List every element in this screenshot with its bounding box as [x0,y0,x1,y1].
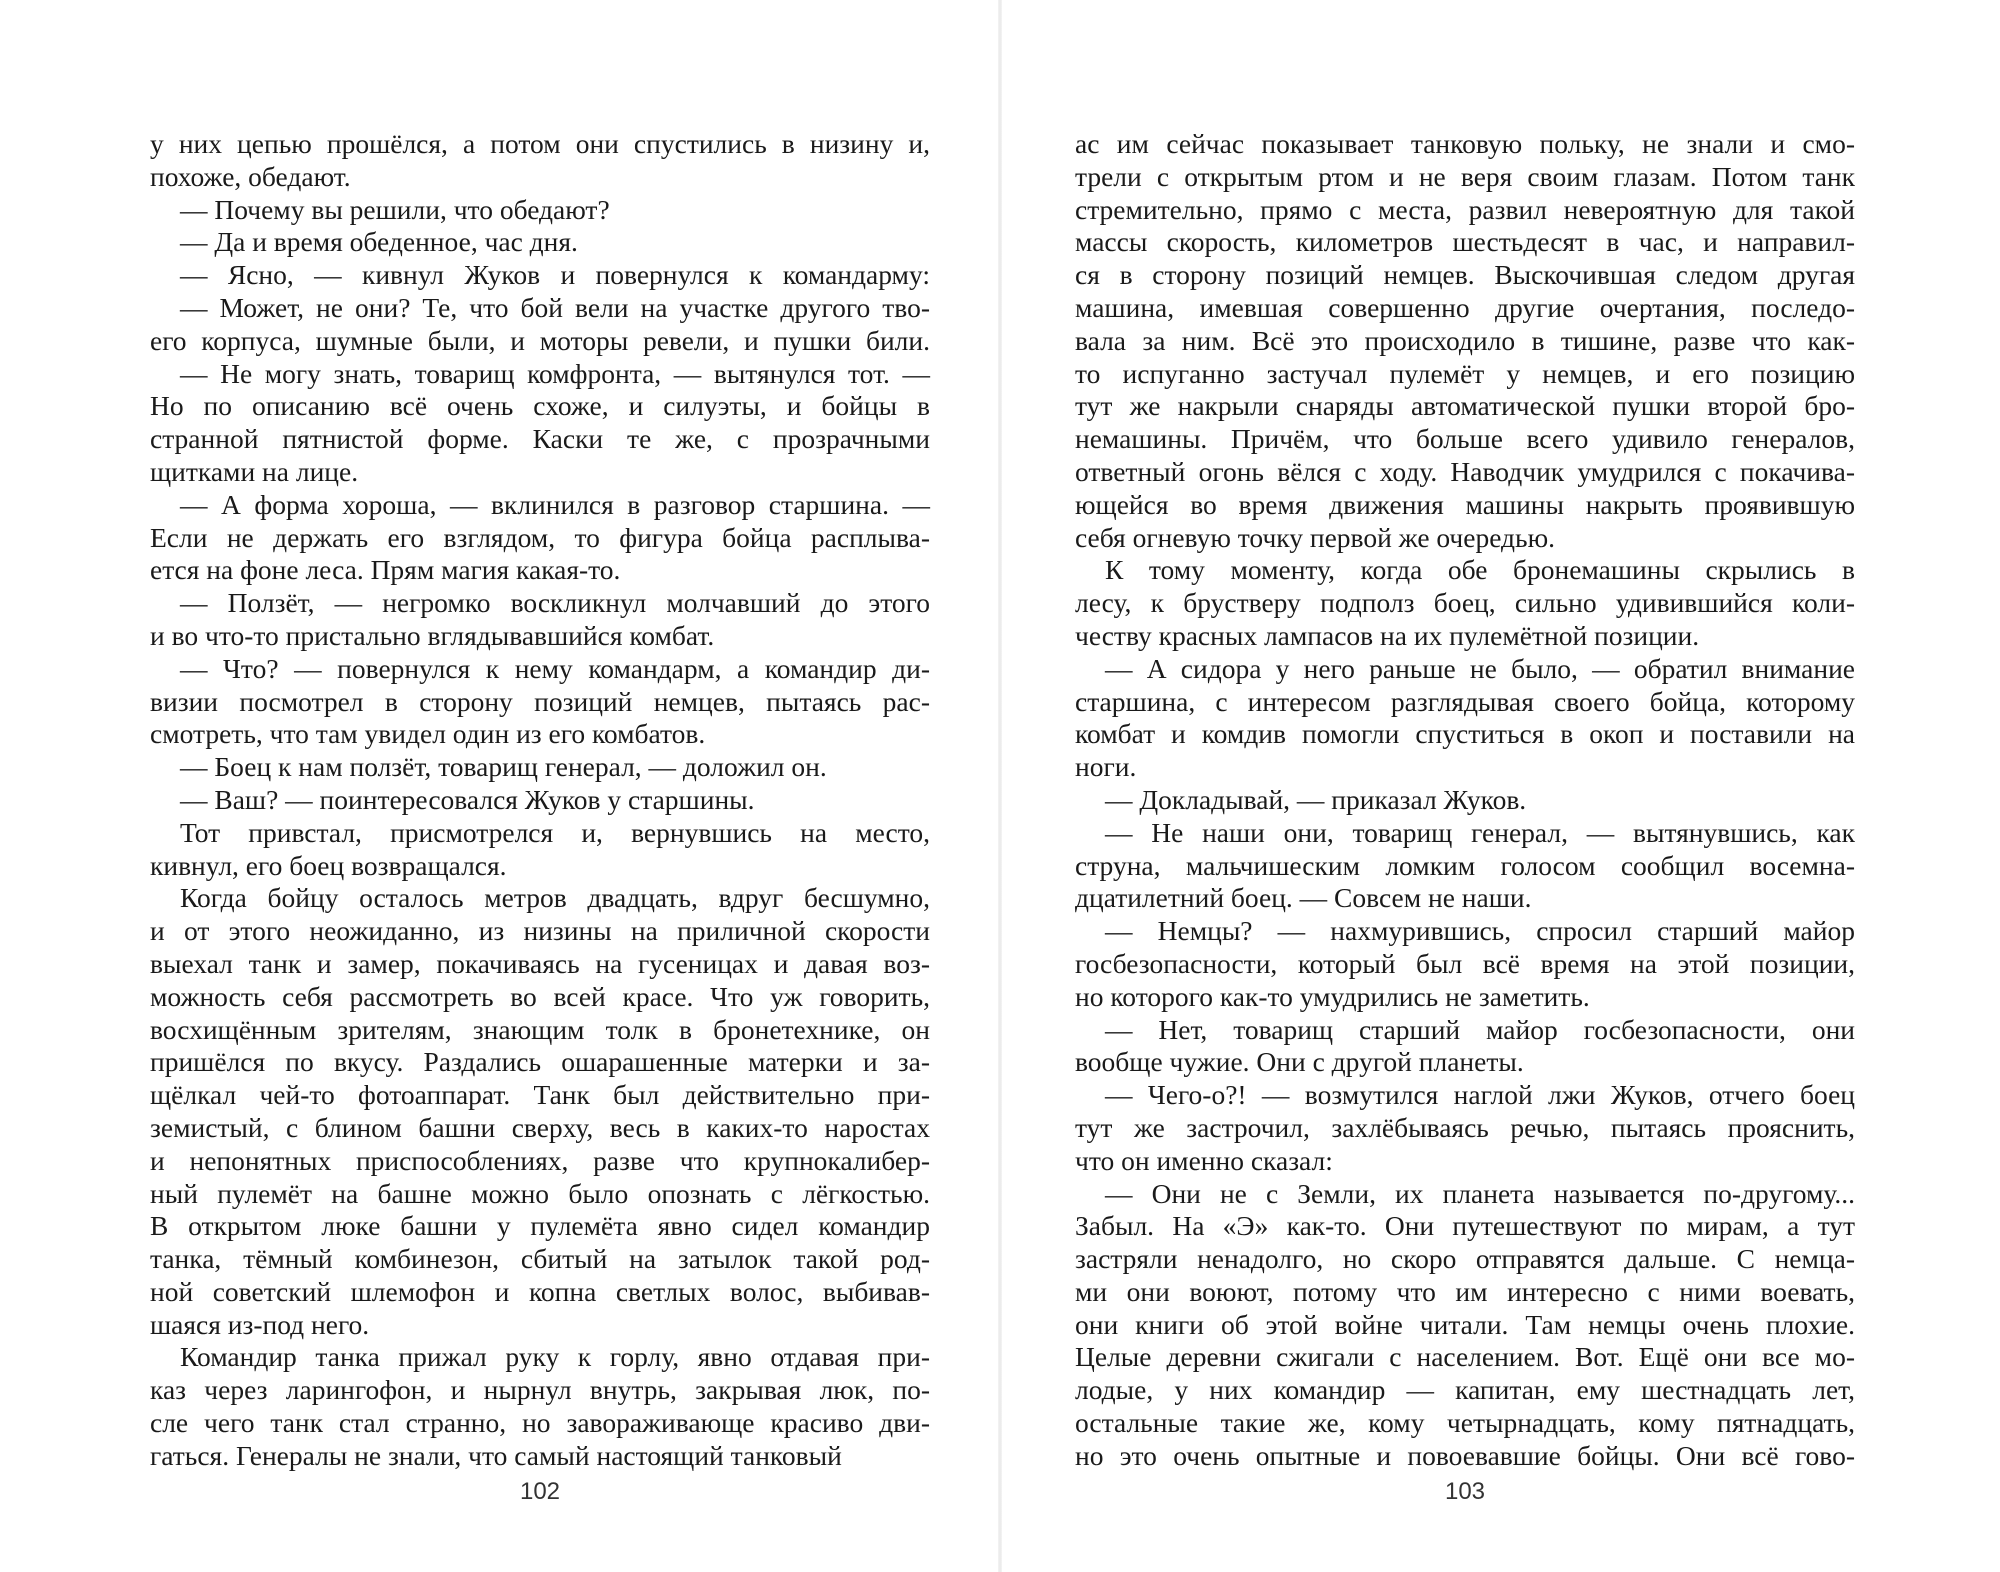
text-line: ся в сторону позиций немцев. Выскочившая следом другая [1075,259,1855,291]
text-line: щитками на лице. [150,455,359,487]
text-line: — Не могу знать, товарищ комфронта, — вытянулся тот. — [180,357,930,389]
text-line: — А сидора у него раньше не было, — обратил внимание [1105,652,1855,684]
text-line: ответный огонь вёлся с ходу. Наводчик умудрился с покачива- [1075,455,1855,487]
text-line: Целые деревни сжигали с населением. Вот. Ещё они все мо- [1075,1341,1855,1373]
text-line: — Боец к нам ползёт, товарищ генерал, — доложил он. [180,751,827,783]
text-line: лодые, у них командир — капитан, ему шестнадцать лет, [1075,1374,1855,1406]
text-line: что он именно сказал: [1075,1144,1333,1176]
text-line: — Не наши они, товарищ генерал, — вытянувшись, как [1105,816,1855,848]
text-line: странной пятнистой форме. Каски те же, с прозрачными [150,423,930,455]
text-line: но которого как-то умудрились не заметить. [1075,980,1590,1012]
text-line: танка, тёмный комбинезон, сбитый на затылок такой род- [150,1243,930,1275]
right-page [1075,128,1855,1508]
text-line: — Ползёт, — негромко воскликнул молчавший до этого [180,587,930,619]
text-line: — Ваш? — поинтересовался Жуков у старшины. [180,783,755,815]
text-line: вала за ним. Всё это происходило в тишине, разве что как- [1075,324,1855,356]
text-line: тут же застрочил, захлёбываясь речью, пытаясь прояснить, [1075,1111,1855,1143]
text-line: лесу, к брустверу подполз боец, сильно удивившийся коли- [1075,587,1855,619]
text-line: ноги. [1075,751,1137,783]
text-line: старшина, с интересом разглядывая своего бойца, которому [1075,685,1855,717]
text-line: — Докладывай, — приказал Жуков. [1105,783,1527,815]
text-line: кивнул, его боец возвращался. [150,849,507,881]
text-line: но это очень опытные и повоевавшие бойцы. Они всё гово- [1075,1439,1855,1471]
text-line: Забыл. На «Э» как-то. Они путешествуют по мирам, а тут [1075,1210,1855,1242]
text-line: земистый, с блином башни сверху, весь в каких-то наростах [150,1111,930,1143]
text-line: можность себя рассмотреть во всей красе. Что уж говорить, [150,980,930,1012]
text-line: пришёлся по вкусу. Раздались ошарашенные матерки и за- [150,1046,930,1078]
text-line: В открытом люке башни у пулемёта явно сидел командир [150,1210,930,1242]
text-line: ной советский шлемофон и копна светлых волос, выбивав- [150,1275,930,1307]
text-line: машина, имевшая совершенно другие очертания, последо- [1075,291,1855,323]
text-line: массы скорость, километров шестьдесят в час, и направил- [1075,226,1855,258]
text-line: ется на фоне леса. Прям магия какая-то. [150,554,621,586]
text-line: — Немцы? — нахмурившись, спросил старший майор [1105,915,1855,947]
text-line: — Они не с Земли, их планета называется по-другому... [1105,1177,1855,1209]
text-line: Но по описанию всё очень схоже, и силуэты, и бойцы в [150,390,930,422]
text-line: К тому моменту, когда обе бронемашины скрылись в [1105,554,1855,586]
text-line: остальные такие же, кому четырнадцать, кому пятнадцать, [1075,1407,1855,1439]
text-line: они книги об этой войне читали. Там немцы очень плохие. [1075,1308,1855,1340]
text-line: сле чего танк стал странно, но завораживающе красиво дви- [150,1407,930,1439]
text-line: — Да и время обеденное, час дня. [180,226,578,258]
text-line: вообще чужие. Они с другой планеты. [1075,1046,1524,1078]
text-line: честву красных лампасов на их пулемётной позиции. [1075,619,1700,651]
text-line: госбезопасности, который был всё время на этой позиции, [1075,947,1855,979]
text-line: Тот привстал, присмотрелся и, вернувшись на место, [180,816,930,848]
text-line: немашины. Причём, что больше всего удивило генералов, [1075,423,1855,455]
text-line: ный пулемёт на башне можно было опознать с лёгкостью. [150,1177,930,1209]
text-line: у них цепью прошёлся, а потом они спустились в низину и, [150,128,930,159]
text-line: дцатилетний боец. — Совсем не наши. [1075,882,1532,914]
text-line: — Почему вы решили, что обедают? [180,193,610,225]
text-line: выехал танк и замер, покачиваясь на гусеницах и давая воз- [150,947,930,979]
text-line: восхищённым зрителям, знающим толк в бронетехнике, он [150,1013,930,1045]
text-line: трели с открытым ртом и не веря своим глазам. Потом танк [1075,160,1855,192]
left-page [150,128,930,1508]
text-line: комбат и комдив помогли спуститься в окоп и поставили на [1075,718,1855,750]
text-line: Командир танка прижал руку к горлу, явно отдавая при- [180,1341,930,1373]
text-line: и от этого неожиданно, из низины на приличной скорости [150,915,930,947]
text-line: шаяся из-под него. [150,1308,370,1340]
book-gutter [998,0,1002,1572]
text-line: и во что-то пристально вглядывавшийся комбат. [150,619,715,651]
text-line: похоже, обедают. [150,160,351,192]
text-line: — Чего-о?! — возмутился наглой лжи Жуков, отчего боец [1105,1079,1855,1111]
text-line: ми они воюют, потому что им интересно с ними воевать, [1075,1275,1855,1307]
text-line: тут же накрыли снаряды автоматической пушки второй бро- [1075,390,1855,422]
text-line: — Нет, товарищ старший майор госбезопасности, они [1105,1013,1855,1045]
text-line: щёлкал чей-то фотоаппарат. Танк был действительно при- [150,1079,930,1111]
right-page-number: 103 [1444,1478,1486,1505]
text-line: каз через ларингофон, и нырнул внутрь, закрывая люк, по- [150,1374,930,1406]
text-line: ющейся во время движения машины накрыть проявившую [1075,488,1855,520]
text-line: и непонятных приспособлениях, разве что крупнокалибер- [150,1144,930,1176]
text-line: себя огневую точку первой же очередью. [1075,521,1556,553]
text-line: Когда бойцу осталось метров двадцать, вдруг бесшумно, [180,882,930,914]
text-line: смотреть, что там увидел один из его комбатов. [150,718,706,750]
text-line: визии посмотрел в сторону позиций немцев, пытаясь рас- [150,685,930,717]
text-line: — Что? — повернулся к нему командарм, а командир ди- [180,652,930,684]
left-page-number: 102 [519,1478,561,1505]
text-line: — А форма хороша, — вклинился в разговор старшина. — [180,488,930,520]
text-line: то испуганно застучал пулемёт у немцев, и его позицию [1075,357,1855,389]
text-line: — Ясно, — кивнул Жуков и повернулся к командарму: [180,259,930,291]
text-line: ас им сейчас показывает танковую польку, не знали и смо- [1075,128,1855,159]
text-line: гаться. Генералы не знали, что самый настоящий танковый [150,1439,842,1471]
text-line: его корпуса, шумные были, и моторы ревели, и пушки били. [150,324,930,356]
text-line: струна, мальчишеским ломким голосом сообщил восемна- [1075,849,1855,881]
text-line: стремительно, прямо с места, развил невероятную для такой [1075,193,1855,225]
text-line: застряли ненадолго, но скоро отправятся дальше. С немца- [1075,1243,1855,1275]
text-line: — Может, не они? Те, что бой вели на участке другого тво- [180,291,930,323]
text-line: Если не держать его взглядом, то фигура бойца расплыва- [150,521,930,553]
